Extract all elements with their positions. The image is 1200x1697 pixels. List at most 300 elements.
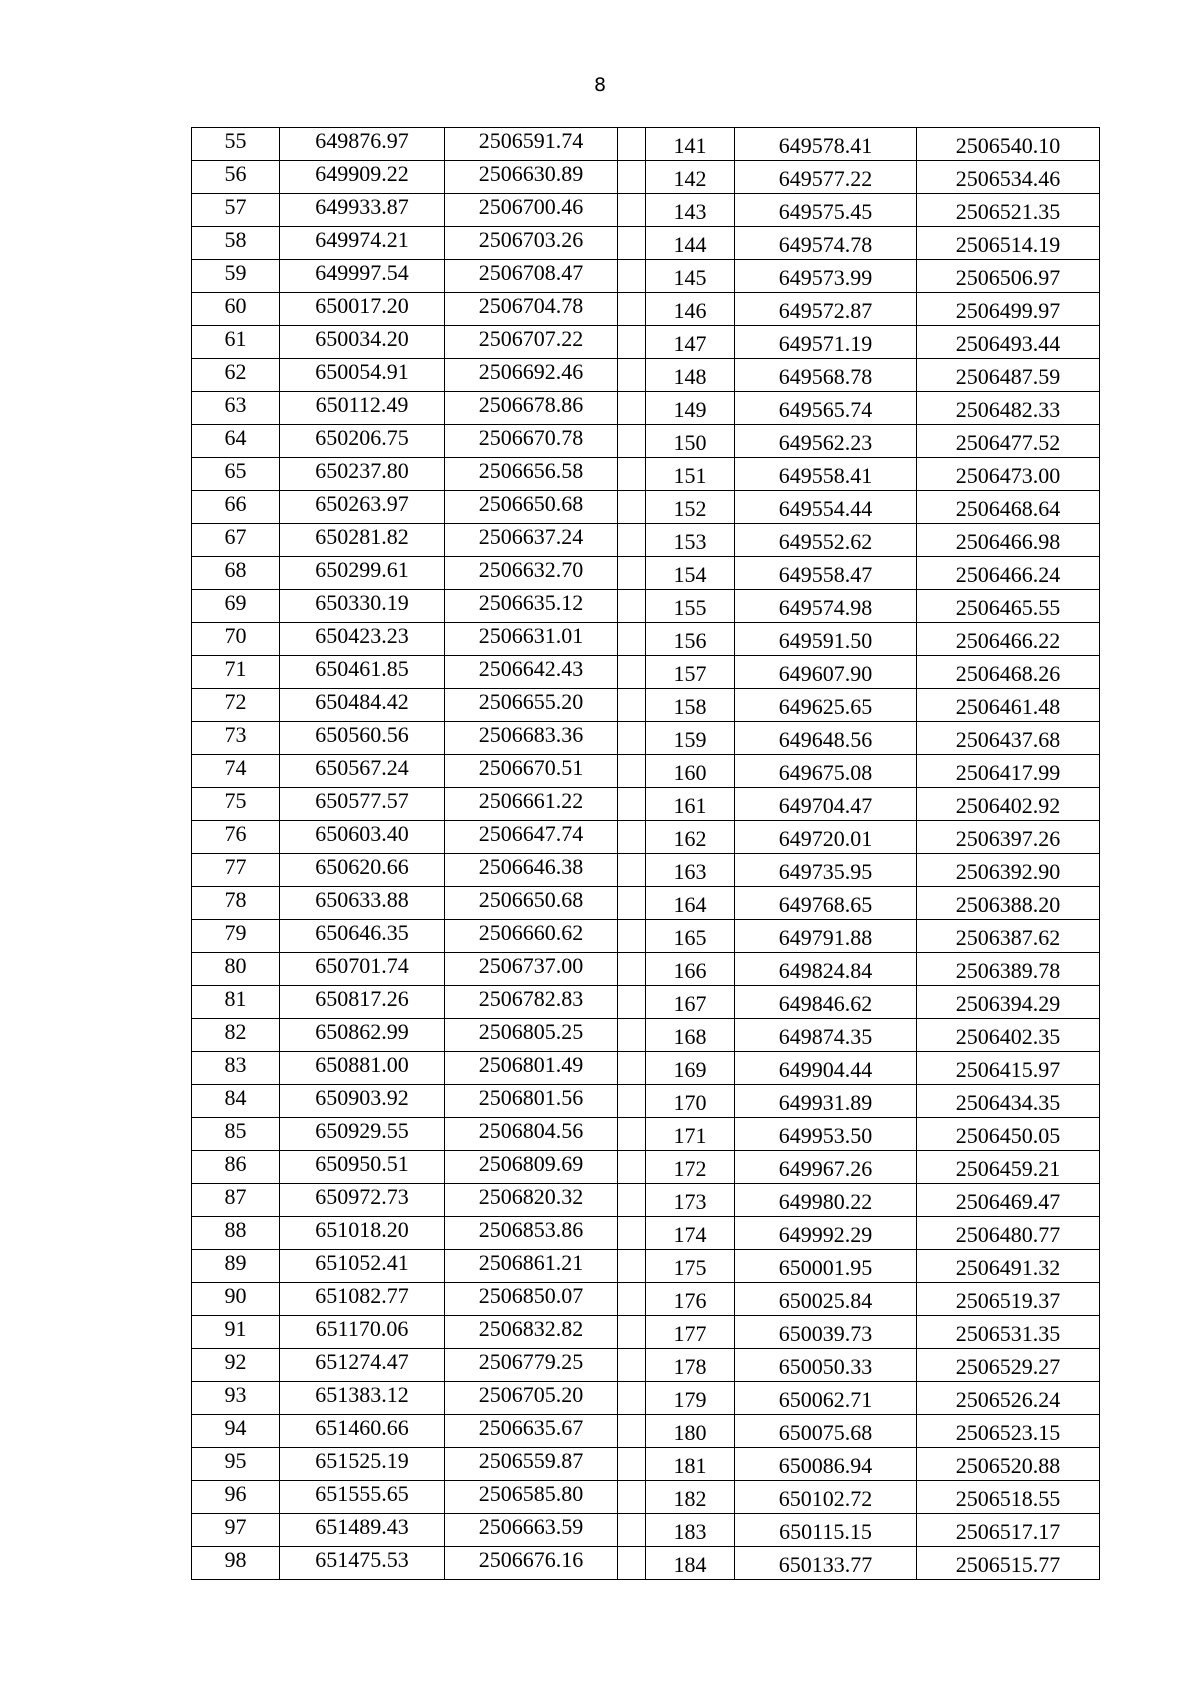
table-row xyxy=(192,1481,1100,1514)
empty-separator-cell xyxy=(618,1382,646,1415)
right-y-coordinate: 2506521.35 xyxy=(917,194,1100,227)
left-y-coordinate: 2506705.20 xyxy=(445,1382,618,1415)
right-x-coordinate: 649874.35 xyxy=(735,1019,917,1052)
empty-separator-cell xyxy=(618,1283,646,1316)
table-row xyxy=(192,920,1100,953)
table-row xyxy=(192,458,1100,491)
empty-separator-cell xyxy=(618,689,646,722)
left-point-number: 62 xyxy=(192,359,280,392)
left-y-coordinate: 2506646.38 xyxy=(445,854,618,887)
empty-separator-cell xyxy=(618,1316,646,1349)
left-y-coordinate: 2506820.32 xyxy=(445,1184,618,1217)
right-x-coordinate: 649574.98 xyxy=(735,590,917,623)
right-y-coordinate: 2506477.52 xyxy=(917,425,1100,458)
left-point-number: 96 xyxy=(192,1481,280,1514)
table-row xyxy=(192,293,1100,326)
right-point-number: 154 xyxy=(646,557,735,590)
right-point-number: 143 xyxy=(646,194,735,227)
right-x-coordinate: 649648.56 xyxy=(735,722,917,755)
left-point-number: 87 xyxy=(192,1184,280,1217)
left-y-coordinate: 2506631.01 xyxy=(445,623,618,656)
left-y-coordinate: 2506663.59 xyxy=(445,1514,618,1547)
right-point-number: 180 xyxy=(646,1415,735,1448)
right-point-number: 144 xyxy=(646,227,735,260)
right-point-number: 167 xyxy=(646,986,735,1019)
left-point-number: 85 xyxy=(192,1118,280,1151)
table-row xyxy=(192,392,1100,425)
right-y-coordinate: 2506434.35 xyxy=(917,1085,1100,1118)
right-y-coordinate: 2506402.35 xyxy=(917,1019,1100,1052)
left-y-coordinate: 2506782.83 xyxy=(445,986,618,1019)
table-row xyxy=(192,821,1100,854)
empty-separator-cell xyxy=(618,953,646,986)
left-y-coordinate: 2506779.25 xyxy=(445,1349,618,1382)
left-x-coordinate: 650633.88 xyxy=(280,887,445,920)
left-y-coordinate: 2506670.78 xyxy=(445,425,618,458)
right-y-coordinate: 2506392.90 xyxy=(917,854,1100,887)
right-point-number: 153 xyxy=(646,524,735,557)
left-point-number: 63 xyxy=(192,392,280,425)
right-point-number: 165 xyxy=(646,920,735,953)
right-y-coordinate: 2506506.97 xyxy=(917,260,1100,293)
left-x-coordinate: 650206.75 xyxy=(280,425,445,458)
left-x-coordinate: 650237.80 xyxy=(280,458,445,491)
left-point-number: 84 xyxy=(192,1085,280,1118)
left-y-coordinate: 2506850.07 xyxy=(445,1283,618,1316)
left-point-number: 89 xyxy=(192,1250,280,1283)
left-point-number: 73 xyxy=(192,722,280,755)
left-x-coordinate: 651525.19 xyxy=(280,1448,445,1481)
empty-separator-cell xyxy=(618,1052,646,1085)
empty-separator-cell xyxy=(618,1217,646,1250)
empty-separator-cell xyxy=(618,227,646,260)
left-y-coordinate: 2506853.86 xyxy=(445,1217,618,1250)
right-y-coordinate: 2506387.62 xyxy=(917,920,1100,953)
left-x-coordinate: 650603.40 xyxy=(280,821,445,854)
left-y-coordinate: 2506832.82 xyxy=(445,1316,618,1349)
table-row xyxy=(192,656,1100,689)
left-point-number: 67 xyxy=(192,524,280,557)
empty-separator-cell xyxy=(618,1448,646,1481)
right-point-number: 170 xyxy=(646,1085,735,1118)
right-y-coordinate: 2506515.77 xyxy=(917,1547,1100,1580)
right-y-coordinate: 2506540.10 xyxy=(917,128,1100,161)
table-row xyxy=(192,326,1100,359)
table-row xyxy=(192,689,1100,722)
right-x-coordinate: 649552.62 xyxy=(735,524,917,557)
right-point-number: 149 xyxy=(646,392,735,425)
empty-separator-cell xyxy=(618,1250,646,1283)
left-y-coordinate: 2506591.74 xyxy=(445,128,618,161)
empty-separator-cell xyxy=(618,1349,646,1382)
empty-separator-cell xyxy=(618,1118,646,1151)
left-x-coordinate: 650112.49 xyxy=(280,392,445,425)
right-x-coordinate: 649625.65 xyxy=(735,689,917,722)
left-x-coordinate: 649876.97 xyxy=(280,128,445,161)
empty-separator-cell xyxy=(618,293,646,326)
right-x-coordinate: 649607.90 xyxy=(735,656,917,689)
right-y-coordinate: 2506480.77 xyxy=(917,1217,1100,1250)
left-point-number: 58 xyxy=(192,227,280,260)
left-y-coordinate: 2506670.51 xyxy=(445,755,618,788)
left-x-coordinate: 651489.43 xyxy=(280,1514,445,1547)
right-point-number: 145 xyxy=(646,260,735,293)
right-point-number: 178 xyxy=(646,1349,735,1382)
coordinates-table-container xyxy=(191,127,1100,1580)
right-x-coordinate: 649967.26 xyxy=(735,1151,917,1184)
left-y-coordinate: 2506637.24 xyxy=(445,524,618,557)
right-y-coordinate: 2506499.97 xyxy=(917,293,1100,326)
left-x-coordinate: 651052.41 xyxy=(280,1250,445,1283)
left-y-coordinate: 2506861.21 xyxy=(445,1250,618,1283)
table-row xyxy=(192,1151,1100,1184)
right-point-number: 173 xyxy=(646,1184,735,1217)
right-x-coordinate: 649577.22 xyxy=(735,161,917,194)
table-row xyxy=(192,194,1100,227)
left-x-coordinate: 650577.57 xyxy=(280,788,445,821)
right-x-coordinate: 649562.23 xyxy=(735,425,917,458)
table-row xyxy=(192,854,1100,887)
left-point-number: 76 xyxy=(192,821,280,854)
table-row xyxy=(192,260,1100,293)
right-y-coordinate: 2506534.46 xyxy=(917,161,1100,194)
right-y-coordinate: 2506491.32 xyxy=(917,1250,1100,1283)
left-x-coordinate: 651082.77 xyxy=(280,1283,445,1316)
empty-separator-cell xyxy=(618,887,646,920)
empty-separator-cell xyxy=(618,854,646,887)
table-row xyxy=(192,425,1100,458)
right-point-number: 169 xyxy=(646,1052,735,1085)
left-y-coordinate: 2506707.22 xyxy=(445,326,618,359)
left-point-number: 81 xyxy=(192,986,280,1019)
right-point-number: 164 xyxy=(646,887,735,920)
left-x-coordinate: 651460.66 xyxy=(280,1415,445,1448)
empty-separator-cell xyxy=(618,1085,646,1118)
empty-separator-cell xyxy=(618,128,646,161)
right-x-coordinate: 649980.22 xyxy=(735,1184,917,1217)
right-point-number: 182 xyxy=(646,1481,735,1514)
right-y-coordinate: 2506465.55 xyxy=(917,590,1100,623)
table-row xyxy=(192,1184,1100,1217)
right-point-number: 179 xyxy=(646,1382,735,1415)
right-point-number: 151 xyxy=(646,458,735,491)
right-y-coordinate: 2506526.24 xyxy=(917,1382,1100,1415)
right-x-coordinate: 649931.89 xyxy=(735,1085,917,1118)
left-x-coordinate: 651274.47 xyxy=(280,1349,445,1382)
left-point-number: 97 xyxy=(192,1514,280,1547)
left-y-coordinate: 2506737.00 xyxy=(445,953,618,986)
right-x-coordinate: 649568.78 xyxy=(735,359,917,392)
table-row xyxy=(192,722,1100,755)
left-y-coordinate: 2506559.87 xyxy=(445,1448,618,1481)
right-point-number: 155 xyxy=(646,590,735,623)
right-x-coordinate: 649565.74 xyxy=(735,392,917,425)
left-x-coordinate: 650862.99 xyxy=(280,1019,445,1052)
table-row xyxy=(192,524,1100,557)
right-point-number: 159 xyxy=(646,722,735,755)
left-x-coordinate: 650299.61 xyxy=(280,557,445,590)
left-point-number: 74 xyxy=(192,755,280,788)
right-y-coordinate: 2506415.97 xyxy=(917,1052,1100,1085)
left-y-coordinate: 2506692.46 xyxy=(445,359,618,392)
right-x-coordinate: 649675.08 xyxy=(735,755,917,788)
empty-separator-cell xyxy=(618,326,646,359)
right-y-coordinate: 2506394.29 xyxy=(917,986,1100,1019)
table-row xyxy=(192,953,1100,986)
left-x-coordinate: 650646.35 xyxy=(280,920,445,953)
left-y-coordinate: 2506809.69 xyxy=(445,1151,618,1184)
right-x-coordinate: 650025.84 xyxy=(735,1283,917,1316)
right-y-coordinate: 2506469.47 xyxy=(917,1184,1100,1217)
right-point-number: 160 xyxy=(646,755,735,788)
right-x-coordinate: 649824.84 xyxy=(735,953,917,986)
coordinates-table-body xyxy=(192,128,1100,1580)
right-y-coordinate: 2506466.22 xyxy=(917,623,1100,656)
left-y-coordinate: 2506647.74 xyxy=(445,821,618,854)
right-point-number: 174 xyxy=(646,1217,735,1250)
left-y-coordinate: 2506642.43 xyxy=(445,656,618,689)
right-x-coordinate: 650062.71 xyxy=(735,1382,917,1415)
right-y-coordinate: 2506466.24 xyxy=(917,557,1100,590)
right-x-coordinate: 649720.01 xyxy=(735,821,917,854)
page-number: 8 xyxy=(593,74,607,96)
empty-separator-cell xyxy=(618,524,646,557)
left-point-number: 86 xyxy=(192,1151,280,1184)
left-x-coordinate: 650950.51 xyxy=(280,1151,445,1184)
right-point-number: 142 xyxy=(646,161,735,194)
right-x-coordinate: 650001.95 xyxy=(735,1250,917,1283)
right-x-coordinate: 650133.77 xyxy=(735,1547,917,1580)
empty-separator-cell xyxy=(618,623,646,656)
left-x-coordinate: 650330.19 xyxy=(280,590,445,623)
table-row xyxy=(192,590,1100,623)
left-point-number: 80 xyxy=(192,953,280,986)
empty-separator-cell xyxy=(618,161,646,194)
left-x-coordinate: 649909.22 xyxy=(280,161,445,194)
right-point-number: 184 xyxy=(646,1547,735,1580)
right-y-coordinate: 2506482.33 xyxy=(917,392,1100,425)
right-point-number: 147 xyxy=(646,326,735,359)
right-point-number: 146 xyxy=(646,293,735,326)
left-y-coordinate: 2506630.89 xyxy=(445,161,618,194)
left-x-coordinate: 650929.55 xyxy=(280,1118,445,1151)
left-y-coordinate: 2506801.49 xyxy=(445,1052,618,1085)
empty-separator-cell xyxy=(618,1151,646,1184)
right-point-number: 175 xyxy=(646,1250,735,1283)
left-x-coordinate: 649974.21 xyxy=(280,227,445,260)
right-y-coordinate: 2506437.68 xyxy=(917,722,1100,755)
left-point-number: 57 xyxy=(192,194,280,227)
left-point-number: 95 xyxy=(192,1448,280,1481)
empty-separator-cell xyxy=(618,425,646,458)
table-row xyxy=(192,1052,1100,1085)
right-x-coordinate: 649574.78 xyxy=(735,227,917,260)
left-y-coordinate: 2506704.78 xyxy=(445,293,618,326)
left-point-number: 78 xyxy=(192,887,280,920)
empty-separator-cell xyxy=(618,194,646,227)
table-row xyxy=(192,161,1100,194)
left-x-coordinate: 651475.53 xyxy=(280,1547,445,1580)
left-x-coordinate: 651383.12 xyxy=(280,1382,445,1415)
left-x-coordinate: 650903.92 xyxy=(280,1085,445,1118)
right-x-coordinate: 649571.19 xyxy=(735,326,917,359)
left-y-coordinate: 2506650.68 xyxy=(445,491,618,524)
left-y-coordinate: 2506632.70 xyxy=(445,557,618,590)
right-point-number: 176 xyxy=(646,1283,735,1316)
right-point-number: 141 xyxy=(646,128,735,161)
table-row xyxy=(192,1316,1100,1349)
right-x-coordinate: 649992.29 xyxy=(735,1217,917,1250)
right-x-coordinate: 649704.47 xyxy=(735,788,917,821)
left-point-number: 98 xyxy=(192,1547,280,1580)
empty-separator-cell xyxy=(618,260,646,293)
right-y-coordinate: 2506468.64 xyxy=(917,491,1100,524)
right-x-coordinate: 650102.72 xyxy=(735,1481,917,1514)
left-y-coordinate: 2506656.58 xyxy=(445,458,618,491)
empty-separator-cell xyxy=(618,458,646,491)
left-x-coordinate: 650054.91 xyxy=(280,359,445,392)
right-x-coordinate: 650115.15 xyxy=(735,1514,917,1547)
right-y-coordinate: 2506450.05 xyxy=(917,1118,1100,1151)
left-x-coordinate: 650461.85 xyxy=(280,656,445,689)
right-y-coordinate: 2506473.00 xyxy=(917,458,1100,491)
right-x-coordinate: 649575.45 xyxy=(735,194,917,227)
right-y-coordinate: 2506466.98 xyxy=(917,524,1100,557)
table-row xyxy=(192,1349,1100,1382)
right-y-coordinate: 2506520.88 xyxy=(917,1448,1100,1481)
right-point-number: 148 xyxy=(646,359,735,392)
table-row xyxy=(192,1382,1100,1415)
left-x-coordinate: 650034.20 xyxy=(280,326,445,359)
right-y-coordinate: 2506531.35 xyxy=(917,1316,1100,1349)
empty-separator-cell xyxy=(618,755,646,788)
right-x-coordinate: 649591.50 xyxy=(735,623,917,656)
right-point-number: 181 xyxy=(646,1448,735,1481)
table-row xyxy=(192,359,1100,392)
left-x-coordinate: 651018.20 xyxy=(280,1217,445,1250)
left-x-coordinate: 651170.06 xyxy=(280,1316,445,1349)
left-point-number: 64 xyxy=(192,425,280,458)
table-row xyxy=(192,755,1100,788)
left-point-number: 75 xyxy=(192,788,280,821)
left-y-coordinate: 2506683.36 xyxy=(445,722,618,755)
table-row xyxy=(192,887,1100,920)
empty-separator-cell xyxy=(618,788,646,821)
left-point-number: 70 xyxy=(192,623,280,656)
right-point-number: 152 xyxy=(646,491,735,524)
left-y-coordinate: 2506676.16 xyxy=(445,1547,618,1580)
table-row xyxy=(192,557,1100,590)
right-y-coordinate: 2506389.78 xyxy=(917,953,1100,986)
table-row xyxy=(192,1250,1100,1283)
right-point-number: 161 xyxy=(646,788,735,821)
table-row xyxy=(192,1514,1100,1547)
right-y-coordinate: 2506388.20 xyxy=(917,887,1100,920)
right-y-coordinate: 2506517.17 xyxy=(917,1514,1100,1547)
left-y-coordinate: 2506700.46 xyxy=(445,194,618,227)
empty-separator-cell xyxy=(618,656,646,689)
right-point-number: 158 xyxy=(646,689,735,722)
left-x-coordinate: 650560.56 xyxy=(280,722,445,755)
left-point-number: 72 xyxy=(192,689,280,722)
left-x-coordinate: 650281.82 xyxy=(280,524,445,557)
left-x-coordinate: 650817.26 xyxy=(280,986,445,1019)
empty-separator-cell xyxy=(618,1415,646,1448)
empty-separator-cell xyxy=(618,1481,646,1514)
empty-separator-cell xyxy=(618,557,646,590)
table-row xyxy=(192,1085,1100,1118)
right-y-coordinate: 2506519.37 xyxy=(917,1283,1100,1316)
right-point-number: 163 xyxy=(646,854,735,887)
coordinates-table xyxy=(191,127,1100,1580)
right-point-number: 183 xyxy=(646,1514,735,1547)
right-x-coordinate: 649558.47 xyxy=(735,557,917,590)
left-point-number: 61 xyxy=(192,326,280,359)
empty-separator-cell xyxy=(618,821,646,854)
right-y-coordinate: 2506523.15 xyxy=(917,1415,1100,1448)
left-point-number: 59 xyxy=(192,260,280,293)
left-y-coordinate: 2506703.26 xyxy=(445,227,618,260)
left-x-coordinate: 650567.24 xyxy=(280,755,445,788)
left-y-coordinate: 2506635.67 xyxy=(445,1415,618,1448)
left-y-coordinate: 2506678.86 xyxy=(445,392,618,425)
table-row xyxy=(192,1415,1100,1448)
right-x-coordinate: 650075.68 xyxy=(735,1415,917,1448)
right-point-number: 168 xyxy=(646,1019,735,1052)
table-row xyxy=(192,491,1100,524)
left-point-number: 83 xyxy=(192,1052,280,1085)
right-x-coordinate: 649573.99 xyxy=(735,260,917,293)
left-x-coordinate: 650972.73 xyxy=(280,1184,445,1217)
left-point-number: 66 xyxy=(192,491,280,524)
right-y-coordinate: 2506461.48 xyxy=(917,689,1100,722)
table-row xyxy=(192,788,1100,821)
right-x-coordinate: 649768.65 xyxy=(735,887,917,920)
left-point-number: 92 xyxy=(192,1349,280,1382)
right-y-coordinate: 2506529.27 xyxy=(917,1349,1100,1382)
table-row xyxy=(192,986,1100,1019)
left-x-coordinate: 650701.74 xyxy=(280,953,445,986)
right-point-number: 157 xyxy=(646,656,735,689)
left-y-coordinate: 2506635.12 xyxy=(445,590,618,623)
left-y-coordinate: 2506585.80 xyxy=(445,1481,618,1514)
right-point-number: 166 xyxy=(646,953,735,986)
table-row xyxy=(192,1448,1100,1481)
right-x-coordinate: 649554.44 xyxy=(735,491,917,524)
empty-separator-cell xyxy=(618,722,646,755)
left-x-coordinate: 650881.00 xyxy=(280,1052,445,1085)
empty-separator-cell xyxy=(618,359,646,392)
left-x-coordinate: 650017.20 xyxy=(280,293,445,326)
right-x-coordinate: 649572.87 xyxy=(735,293,917,326)
left-x-coordinate: 650620.66 xyxy=(280,854,445,887)
empty-separator-cell xyxy=(618,590,646,623)
empty-separator-cell xyxy=(618,1019,646,1052)
left-x-coordinate: 650484.42 xyxy=(280,689,445,722)
empty-separator-cell xyxy=(618,491,646,524)
left-x-coordinate: 651555.65 xyxy=(280,1481,445,1514)
table-row xyxy=(192,1019,1100,1052)
right-x-coordinate: 650050.33 xyxy=(735,1349,917,1382)
right-y-coordinate: 2506487.59 xyxy=(917,359,1100,392)
right-x-coordinate: 649846.62 xyxy=(735,986,917,1019)
left-x-coordinate: 649933.87 xyxy=(280,194,445,227)
empty-separator-cell xyxy=(618,1547,646,1580)
right-y-coordinate: 2506402.92 xyxy=(917,788,1100,821)
table-row xyxy=(192,623,1100,656)
empty-separator-cell xyxy=(618,1514,646,1547)
left-y-coordinate: 2506660.62 xyxy=(445,920,618,953)
